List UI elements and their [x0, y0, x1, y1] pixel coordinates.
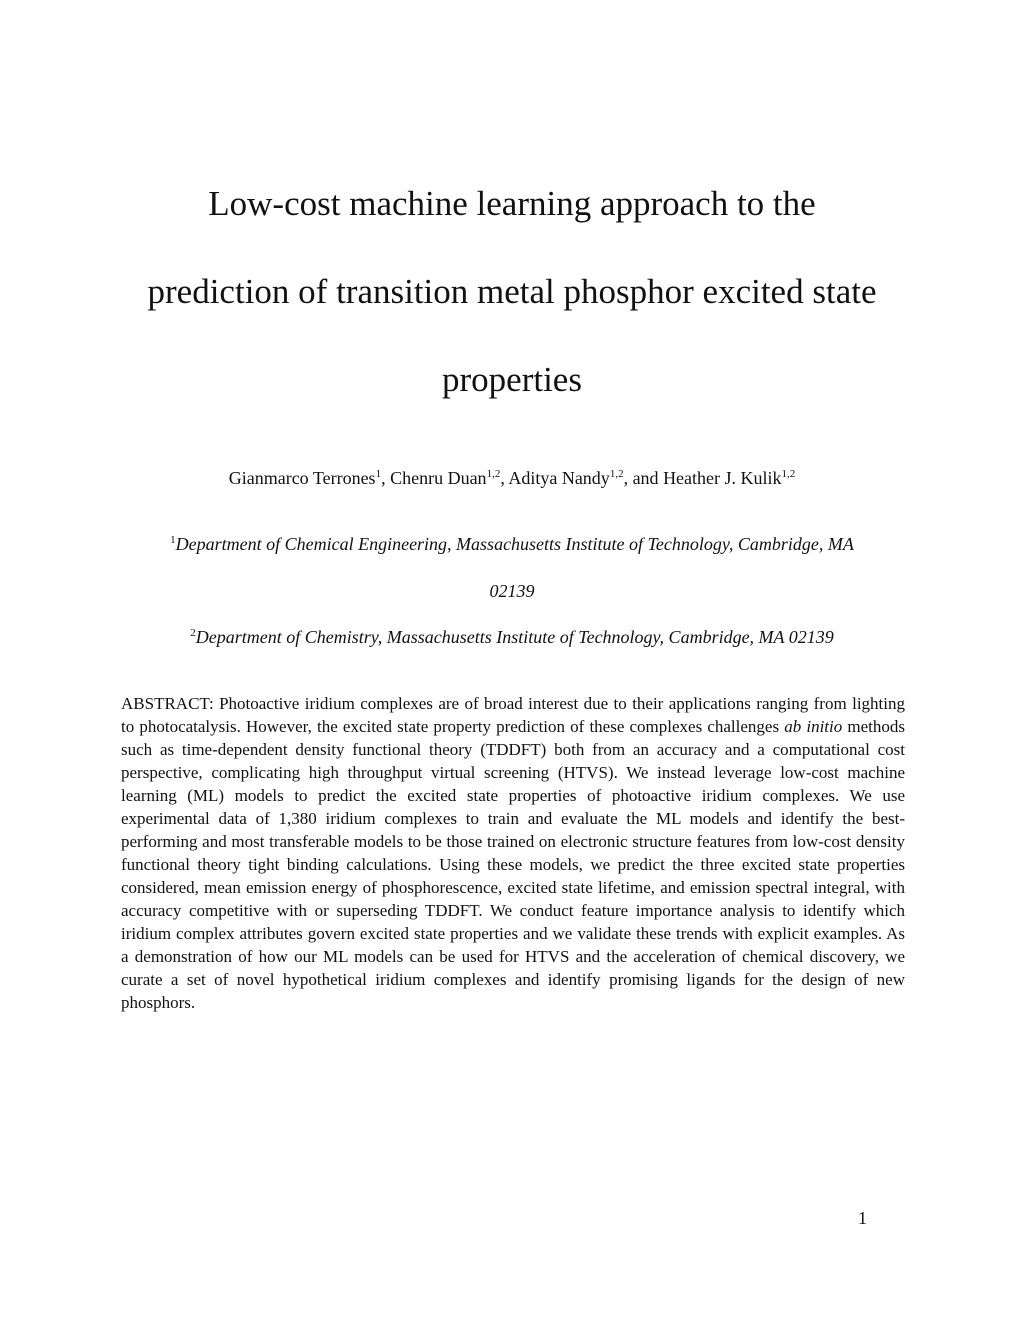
affiliation-zip: 02139	[489, 581, 535, 601]
title-line-2: prediction of transition metal phosphor excited state	[147, 272, 877, 311]
affiliation-mark: 1	[170, 534, 176, 546]
affiliation-mark: 2	[190, 627, 196, 639]
abstract-text: ABSTRACT: Photoactive iridium complexes are of broad interest due to their applications ranging from lighting to photocatalysis. However, the excited state property prediction of these complexes challenges	[121, 694, 905, 736]
author-separator: ,	[381, 468, 391, 488]
author-name: Heather J. Kulik	[663, 468, 782, 488]
author-separator: ,	[500, 468, 509, 488]
title-line-1: Low-cost machine learning approach to the	[208, 184, 816, 223]
author-affiliation-mark: 1,2	[486, 468, 501, 480]
author-name: Chenru Duan	[390, 468, 487, 488]
author-name: Gianmarco Terrones	[228, 468, 376, 488]
author-affiliation-mark: 1,2	[781, 468, 796, 480]
page-number: 1	[858, 1208, 867, 1228]
abstract-text: methods such as time-dependent density functional theory (TDDFT) both from an accuracy and a computational cost perspective, complicating high throughput virtual screening (HTVS). We instead leverage low-cost machine learning (ML) models to predict the excited state properties of photoactive iridium complexes. We use experimental data of 1,380 iridium complexes to train and evaluate the ML models and identify the best-performing and most transferable models to be those trained on electronic structure features from low-cost density functional theory tight binding calculations. Using these models, we predict the three excited state properties considered, mean emission energy of phosphorescence, excited state lifetime, and emission spectral integral, with accuracy competitive with or superseding TDDFT. We conduct feature importance analysis to identify which iridium complex attributes govern excited state properties and we validate these trends with explicit examples. As a demonstration of how our ML models can be used for HTVS and the acceleration of chemical discovery, we curate a set of novel hypothetical iridium complexes and identify promising ligands for the design of new phosphors.	[121, 717, 905, 1012]
abstract-italic-term: ab initio	[784, 717, 843, 736]
abstract	[121, 692, 905, 1014]
author-separator: , and	[623, 468, 664, 488]
author-name: Aditya Nandy	[508, 468, 610, 488]
affiliation-2	[100, 623, 924, 651]
title-line-3: properties	[442, 360, 582, 399]
affiliation-1	[100, 530, 924, 558]
affiliation-text: Department of Chemistry, Massachusetts Institute of Technology, Cambridge, MA 02139	[195, 627, 834, 647]
affiliation-1-continuation	[100, 577, 924, 605]
affiliation-text: Department of Chemical Engineering, Massachusetts Institute of Technology, Cambridge, MA	[175, 534, 854, 554]
paper-title	[100, 160, 924, 424]
author-affiliation-mark: 1	[375, 468, 382, 480]
author-affiliation-mark: 1,2	[609, 468, 624, 480]
author-list	[100, 463, 924, 493]
